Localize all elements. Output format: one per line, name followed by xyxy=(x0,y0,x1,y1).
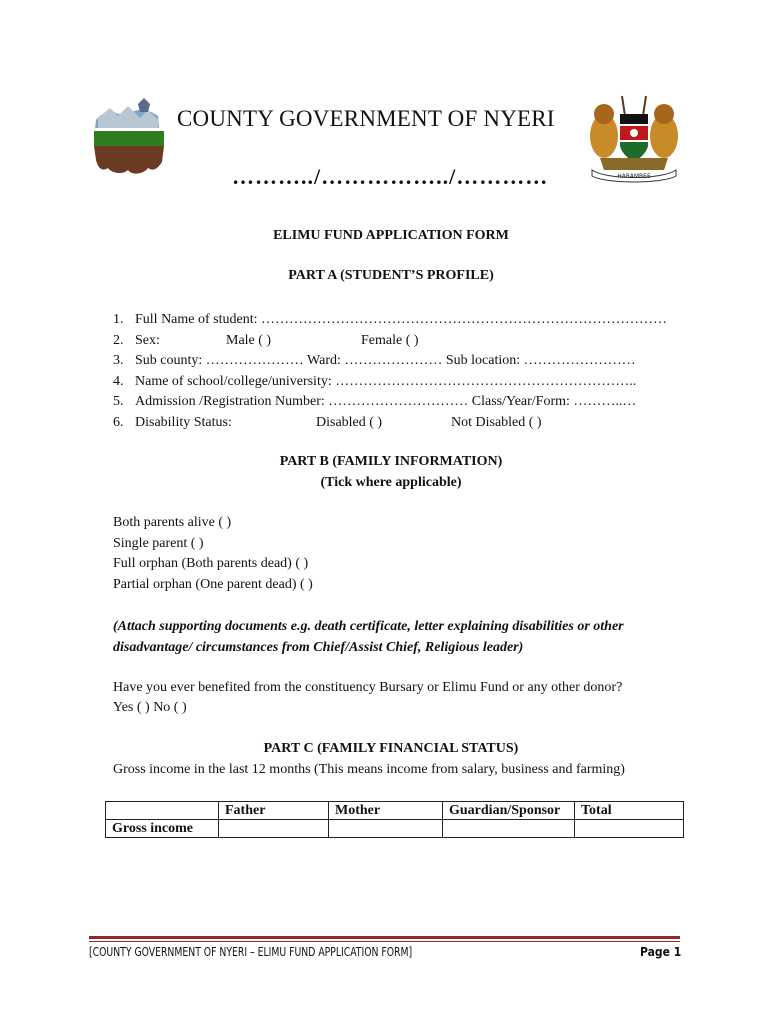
list-item: 5. Admission /Registration Number: ………………………… Class/Year/Form: ………..… xyxy=(113,394,637,409)
table-header-cell: Father xyxy=(219,802,329,820)
mother-income-input[interactable] xyxy=(329,820,443,838)
county-map-logo-icon xyxy=(88,98,170,178)
table-header-cell: Total xyxy=(575,802,684,820)
supporting-documents-note: (Attach supporting documents e.g. death certificate, letter explaining disabilities or other disadvantage/ circumstances from Chief/Assist Chief, Religious leader) xyxy=(113,619,624,655)
student-profile-list xyxy=(113,310,667,433)
gross-income-label: Gross income xyxy=(106,820,219,838)
kenya-coat-of-arms-icon xyxy=(586,92,682,184)
location-fields[interactable]: Sub county: ………………… Ward: ………………… Sub location: …………………… xyxy=(135,353,636,368)
list-item: 3. Sub county: ………………… Ward: ………………… Sub location: …………………… xyxy=(113,353,636,368)
not-disabled-option[interactable]: Not Disabled ( ) xyxy=(451,414,542,430)
list-item: 4. Name of school/college/university: ……………………………………………………….. xyxy=(113,373,637,389)
sex-label: Sex: xyxy=(135,332,160,348)
table-header-cell xyxy=(106,802,219,820)
list-item: 6. Disability Status: Disabled ( ) Not Disabled ( ) xyxy=(113,413,667,434)
table-row xyxy=(106,820,684,838)
gross-income-table xyxy=(105,801,684,838)
table-header-cell: Guardian/Sponsor xyxy=(443,802,575,820)
form-title: ELIMU FUND APPLICATION FORM xyxy=(273,228,509,243)
table-header-cell: Mother xyxy=(329,802,443,820)
guardian-income-input[interactable] xyxy=(443,820,575,838)
coat-of-arms-motto: HARAMBEE xyxy=(617,173,651,180)
date-reference-line: ………../……………../………… xyxy=(232,164,549,189)
both-parents-alive-option[interactable]: Both parents alive ( ) xyxy=(113,515,232,530)
admission-number-field[interactable]: Admission /Registration Number: ………………………… Class/Year/Form: ………..… xyxy=(135,394,637,409)
father-income-input[interactable] xyxy=(219,820,329,838)
list-item: 2. Sex: Male ( ) Female ( ) xyxy=(113,331,667,352)
part-a-heading: PART A (STUDENT’S PROFILE) xyxy=(288,268,494,283)
county-title: COUNTY GOVERNMENT OF NYERI xyxy=(177,106,555,131)
part-b-subheading: (Tick where applicable) xyxy=(320,475,462,490)
part-c-heading: PART C (FAMILY FINANCIAL STATUS) xyxy=(263,741,519,756)
male-option[interactable]: Male ( ) xyxy=(226,332,272,348)
table-header-row xyxy=(106,802,684,820)
single-parent-option[interactable]: Single parent ( ) xyxy=(113,536,204,551)
school-name-field[interactable]: Name of school/college/university: ……………………………………………………….. xyxy=(135,373,637,389)
page-number: Page 1 xyxy=(640,945,682,959)
list-item: 1. Full Name of student: …………………………………………………………………………… xyxy=(113,312,667,327)
part-b-heading: PART B (FAMILY INFORMATION) xyxy=(279,454,503,469)
disabled-option[interactable]: Disabled ( ) xyxy=(316,414,383,430)
footer-title: [COUNTY GOVERNMENT OF NYERI – ELIMU FUND APPLICATION FORM] xyxy=(89,945,413,959)
full-name-field[interactable]: Full Name of student: …………………………………………………………………………… xyxy=(135,312,667,327)
benefit-question: Have you ever benefited from the constituency Bursary or Elimu Fund or any other donor? xyxy=(113,680,623,695)
female-option[interactable]: Female ( ) xyxy=(361,332,419,348)
footer-divider xyxy=(89,936,680,939)
full-orphan-option[interactable]: Full orphan (Both parents dead) ( ) xyxy=(113,556,309,571)
total-income-input[interactable] xyxy=(575,820,684,838)
disability-label: Disability Status: xyxy=(135,414,232,430)
gross-income-description: Gross income in the last 12 months (This means income from salary, business and farming) xyxy=(113,762,625,777)
partial-orphan-option[interactable]: Partial orphan (One parent dead) ( ) xyxy=(113,577,313,592)
footer-divider-thin xyxy=(89,941,680,942)
benefit-answer-options[interactable]: Yes ( ) No ( ) xyxy=(113,700,187,715)
